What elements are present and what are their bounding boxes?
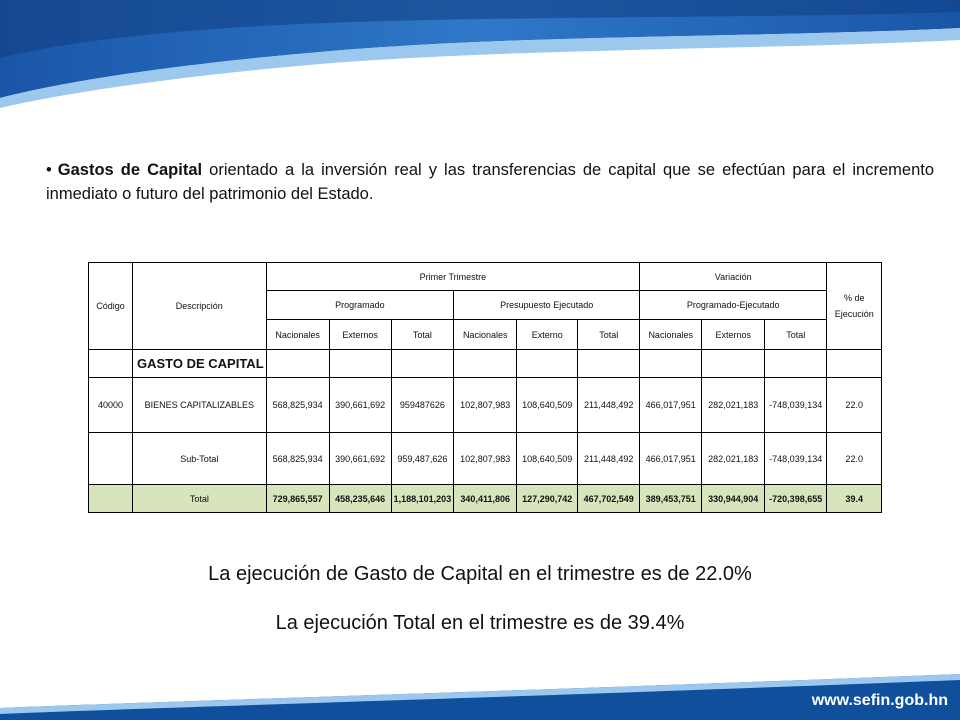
- subheader-cell: Nacionales: [266, 320, 329, 350]
- total-value: 330,944,904: [702, 485, 765, 513]
- header-codigo: Código: [89, 263, 133, 350]
- summary-capital: La ejecución de Gasto de Capital en el trimestre es de 22.0%: [208, 563, 752, 585]
- row-value: 390,661,692: [329, 378, 391, 433]
- bullet-text: orientado a la inversión real y las transferencias de capital que se efectúan para el incremento inmediato o futuro del patrimonio del Estado.: [46, 161, 935, 203]
- row-codigo: [89, 433, 133, 485]
- total-value: 467,702,549: [578, 485, 640, 513]
- row-value: 108,640,509: [517, 378, 578, 433]
- row-value: 568,825,934: [266, 433, 329, 485]
- row-desc: Sub-Total: [133, 433, 267, 485]
- row-value: 211,448,492: [578, 378, 640, 433]
- bullet-lead: Gastos de Capital: [57, 161, 203, 179]
- row-value: -748,039,134: [765, 378, 827, 433]
- total-label: Total: [133, 485, 267, 513]
- row-value: -748,039,134: [765, 433, 827, 485]
- row-value: 22.0: [827, 433, 882, 485]
- total-value: 729,865,557: [266, 485, 329, 513]
- total-value: 39.4: [827, 485, 882, 513]
- summary-total: La ejecución Total en el trimestre es de 39.4%: [275, 612, 685, 634]
- subheader-cell: Externos: [329, 320, 391, 350]
- row-value: 282,021,183: [702, 378, 765, 433]
- row-value: 211,448,492: [578, 433, 640, 485]
- table-row: [89, 433, 882, 485]
- header-programado-ejecutado: Programado-Ejecutado: [640, 291, 827, 320]
- subheader-cell: Nacionales: [640, 320, 702, 350]
- header-pct-ejecucion: % de Ejecución: [827, 263, 882, 350]
- bullet-paragraph: [46, 158, 934, 206]
- row-value: 568,825,934: [266, 378, 329, 433]
- row-value: 390,661,692: [329, 433, 391, 485]
- site-url[interactable]: www.sefin.gob.hn: [811, 692, 948, 709]
- total-row: [89, 485, 882, 513]
- total-value: 458,235,646: [329, 485, 391, 513]
- bullet-dot: •: [46, 161, 52, 179]
- row-value: 466,017,951: [640, 378, 702, 433]
- total-value: -720,398,655: [765, 485, 827, 513]
- total-value: 389,453,751: [640, 485, 702, 513]
- subheader-cell: Externo: [517, 320, 578, 350]
- row-value: 22.0: [827, 378, 882, 433]
- row-value: 102,807,983: [454, 433, 517, 485]
- header-primer-trimestre: Primer Trimestre: [266, 263, 640, 291]
- header-programado: Programado: [266, 291, 454, 320]
- row-value: 959,487,626: [391, 433, 454, 485]
- row-value: 282,021,183: [702, 433, 765, 485]
- row-codigo: 40000: [89, 378, 133, 433]
- total-value: 340,411,806: [454, 485, 517, 513]
- subheader-cell: Externos: [702, 320, 765, 350]
- table-row: [89, 378, 882, 433]
- row-value: 102,807,983: [454, 378, 517, 433]
- section-label: GASTO DE CAPITAL: [133, 350, 267, 378]
- subheader-cell: Total: [391, 320, 454, 350]
- header-descripcion: Descripción: [133, 263, 267, 350]
- row-desc: BIENES CAPITALIZABLES: [133, 378, 267, 433]
- subheader-cell: Total: [578, 320, 640, 350]
- header-wave: [0, 0, 960, 110]
- row-value: 108,640,509: [517, 433, 578, 485]
- row-value: 466,017,951: [640, 433, 702, 485]
- header-variacion: Variación: [640, 263, 827, 291]
- row-value: 959487626: [391, 378, 454, 433]
- budget-table: [88, 262, 882, 513]
- empty-cell: [89, 350, 133, 378]
- header-presupuesto-ejecutado: Presupuesto Ejecutado: [454, 291, 640, 320]
- empty-cell: [89, 485, 133, 513]
- subheader-cell: Nacionales: [454, 320, 517, 350]
- total-value: 127,290,742: [517, 485, 578, 513]
- total-value: 1,188,101,203: [391, 485, 454, 513]
- subheader-cell: Total: [765, 320, 827, 350]
